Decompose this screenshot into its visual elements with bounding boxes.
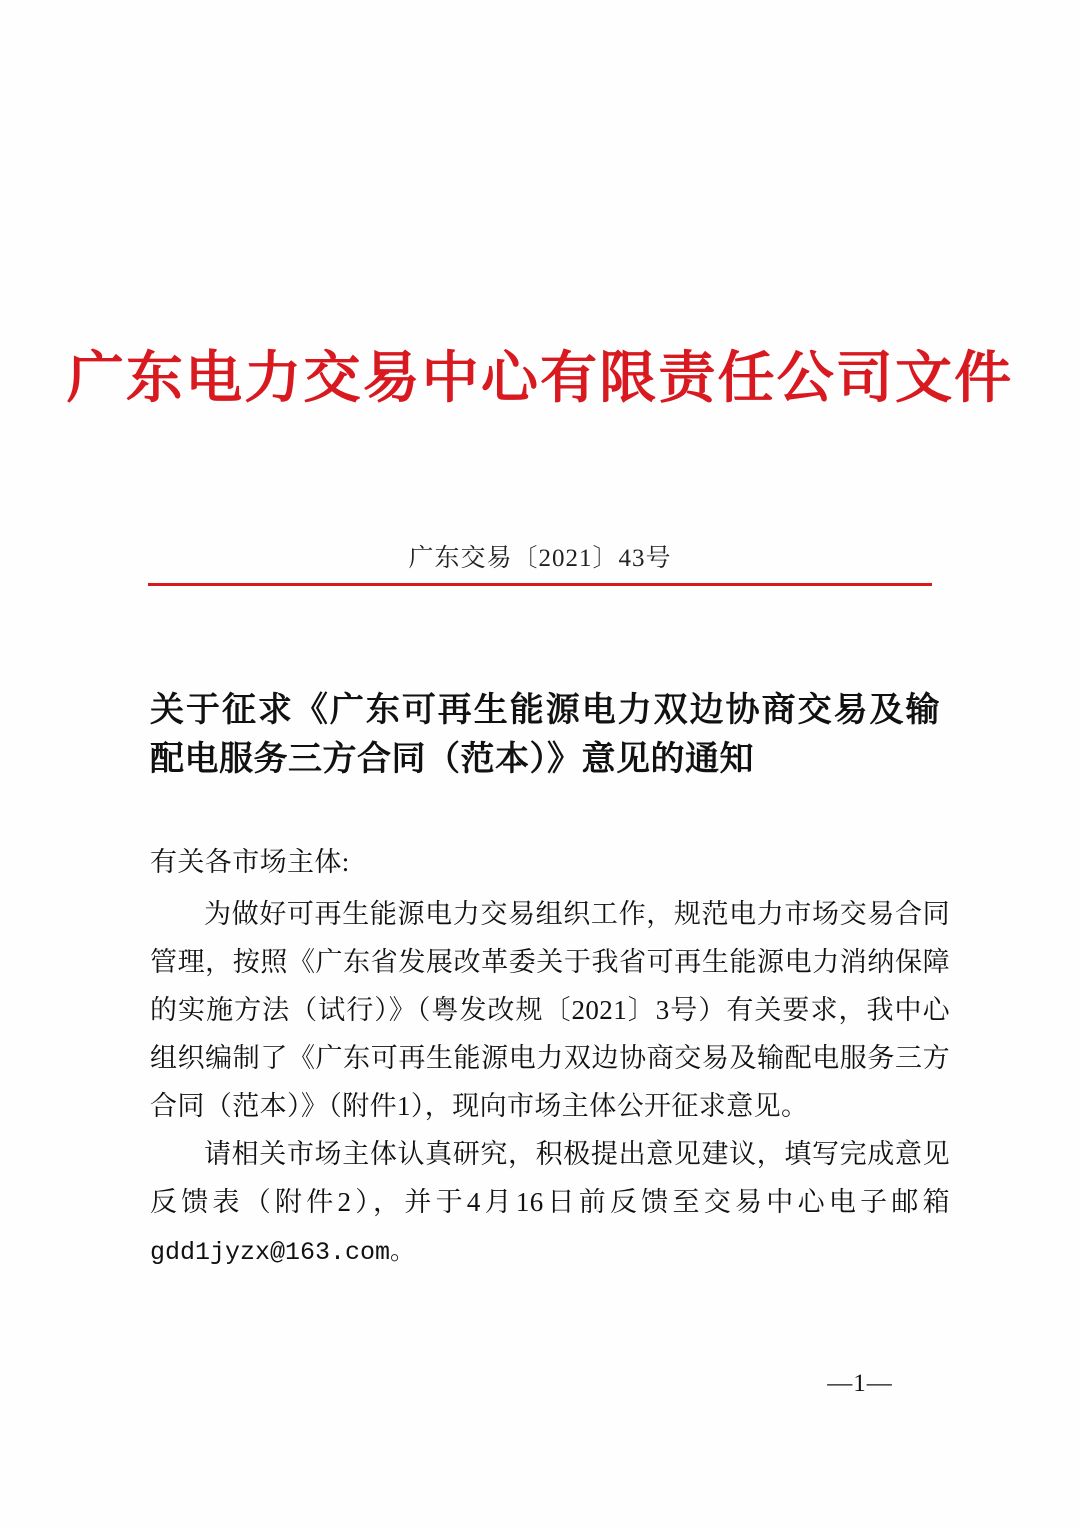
document-header bbox=[0, 345, 1080, 412]
document-body bbox=[150, 838, 950, 1276]
organization-title: 广东电力交易中心有限责任公司文件 bbox=[66, 345, 1014, 411]
body-paragraph-2-text: 请相关市场主体认真研究，积极提出意见建议，填写完成意见反馈表（附件2），并于4月16日前反馈至交易中心电子邮箱 bbox=[150, 1139, 950, 1218]
salutation: 有关各市场主体: bbox=[150, 847, 350, 877]
page-number-row bbox=[0, 1370, 1080, 1398]
body-paragraph-2 bbox=[150, 1130, 950, 1276]
red-separator-rule bbox=[148, 583, 932, 586]
page-title: 关于征求《广东可再生能源电力双边协商交易及输配电服务三方合同（范本）》意见的通知 bbox=[150, 690, 940, 780]
contact-email: gdd1jyzx@163.com。 bbox=[150, 1238, 416, 1268]
document-number: 广东交易〔2021〕43号 bbox=[408, 545, 672, 572]
page-number: —1— bbox=[827, 1370, 893, 1397]
body-paragraph-1: 为做好可再生能源电力交易组织工作，规范电力市场交易合同管理，按照《广东省发展改革委关于我省可再生能源电力消纳保障的实施方法（试行）》（粤发改规〔2021〕3号）有关要求，我中心组织编制了《广东可再生能源电力双边协商交易及输配电服务三方合同（范本）》（附件1），现向市场主体公开征求意见。 bbox=[150, 899, 950, 1122]
